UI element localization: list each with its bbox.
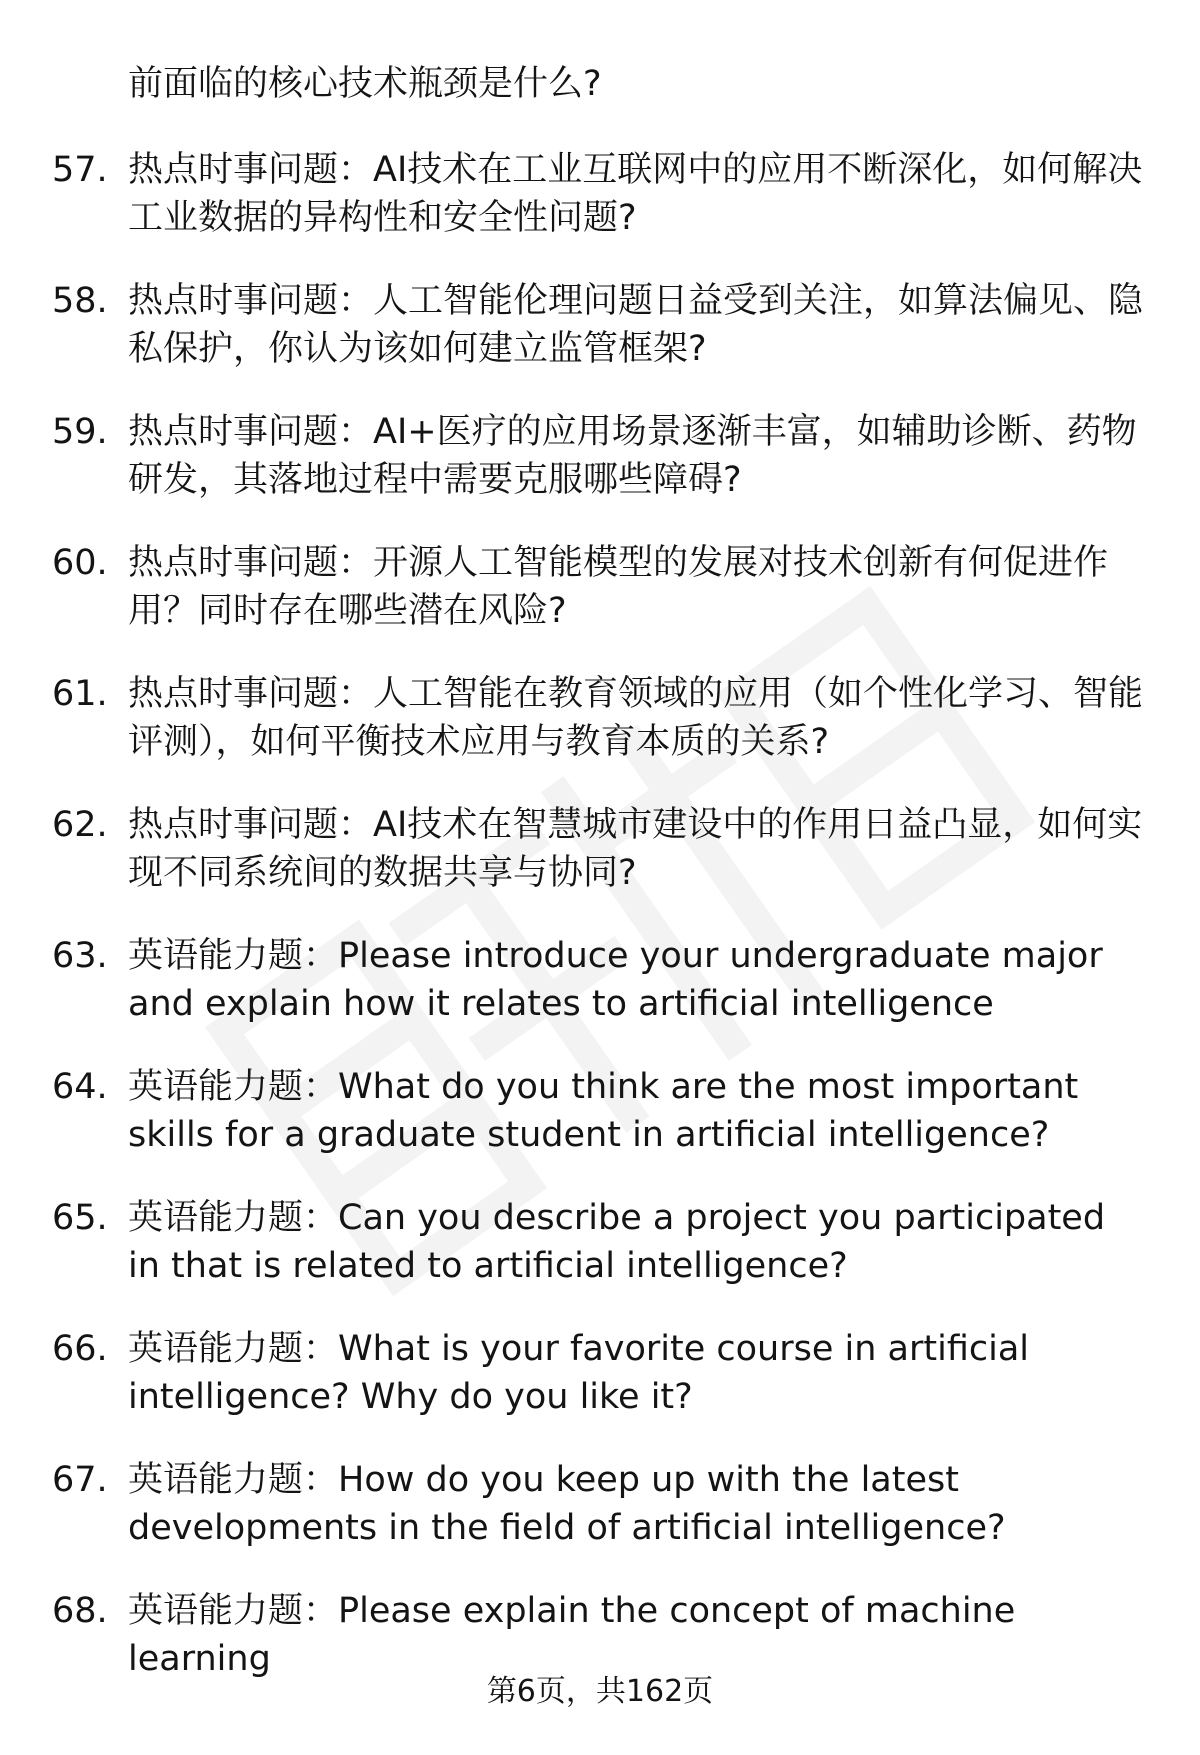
question-number: 63. [52, 936, 108, 976]
question-item [0, 670, 1148, 766]
question-text: 热点时事问题：AI技术在智慧城市建设中的作用日益凸显，如何实现不同系统间的数据共享与协同? [128, 805, 1143, 893]
question-text: 热点时事问题：AI技术在工业互联网中的应用不断深化，如何解决工业数据的异构性和安全性问题? [128, 150, 1143, 238]
question-number: 61. [52, 674, 108, 714]
question-text: 英语能力题：What do you think are the most important skills for a graduate student in artificial intelligence? [128, 1067, 1079, 1155]
question-text: 英语能力题：Can you describe a project you participated in that is related to artificial intelligence? [128, 1198, 1106, 1286]
question-number: 58. [52, 281, 108, 321]
page-footer: 第6页，共162页 [486, 1674, 714, 1709]
question-text: 热点时事问题：AI+医疗的应用场景逐渐丰富，如辅助诊断、药物研发，其落地过程中需要克服哪些障碍? [128, 412, 1137, 500]
question-number: 62. [52, 805, 108, 845]
question-number: 60. [52, 543, 108, 583]
question-item [0, 277, 1148, 373]
question-item [0, 1194, 1148, 1290]
question-number: 66. [52, 1329, 108, 1369]
continuation-text: 前面临的核心技术瓶颈是什么? [128, 64, 602, 104]
question-text: 英语能力题：What is your favorite course in artificial intelligence? Why do you like it? [128, 1329, 1030, 1417]
question-text: 英语能力题：Please introduce your undergraduate major and explain how it relates to artificial intelligence [128, 936, 1103, 1024]
question-number: 64. [52, 1067, 108, 1107]
question-item [0, 539, 1148, 635]
question-number: 68. [52, 1591, 108, 1631]
question-item [0, 801, 1148, 897]
question-item [0, 1456, 1148, 1552]
question-text: 英语能力题：Please explain the concept of machine learning [128, 1591, 1016, 1679]
question-number: 57. [52, 150, 108, 190]
question-number: 67. [52, 1460, 108, 1500]
question-number: 65. [52, 1198, 108, 1238]
question-text: 英语能力题：How do you keep up with the latest developments in the field of artificial intelligence? [128, 1460, 1006, 1548]
question-item [0, 146, 1148, 242]
question-item [0, 408, 1148, 504]
question-item [0, 1325, 1148, 1421]
question-text: 热点时事问题：开源人工智能模型的发展对技术创新有何促进作用？同时存在哪些潜在风险? [128, 543, 1109, 631]
question-text: 热点时事问题：人工智能在教育领域的应用（如个性化学习、智能评测），如何平衡技术应用与教育本质的关系? [128, 674, 1144, 762]
question-item [0, 932, 1148, 1028]
question-item [0, 1587, 1148, 1683]
question-list [0, 146, 1200, 1718]
question-text: 热点时事问题：人工智能伦理问题日益受到关注，如算法偏见、隐私保护，你认为该如何建立监管框架? [128, 281, 1144, 369]
question-number: 59. [52, 412, 108, 452]
question-item [0, 1063, 1148, 1159]
